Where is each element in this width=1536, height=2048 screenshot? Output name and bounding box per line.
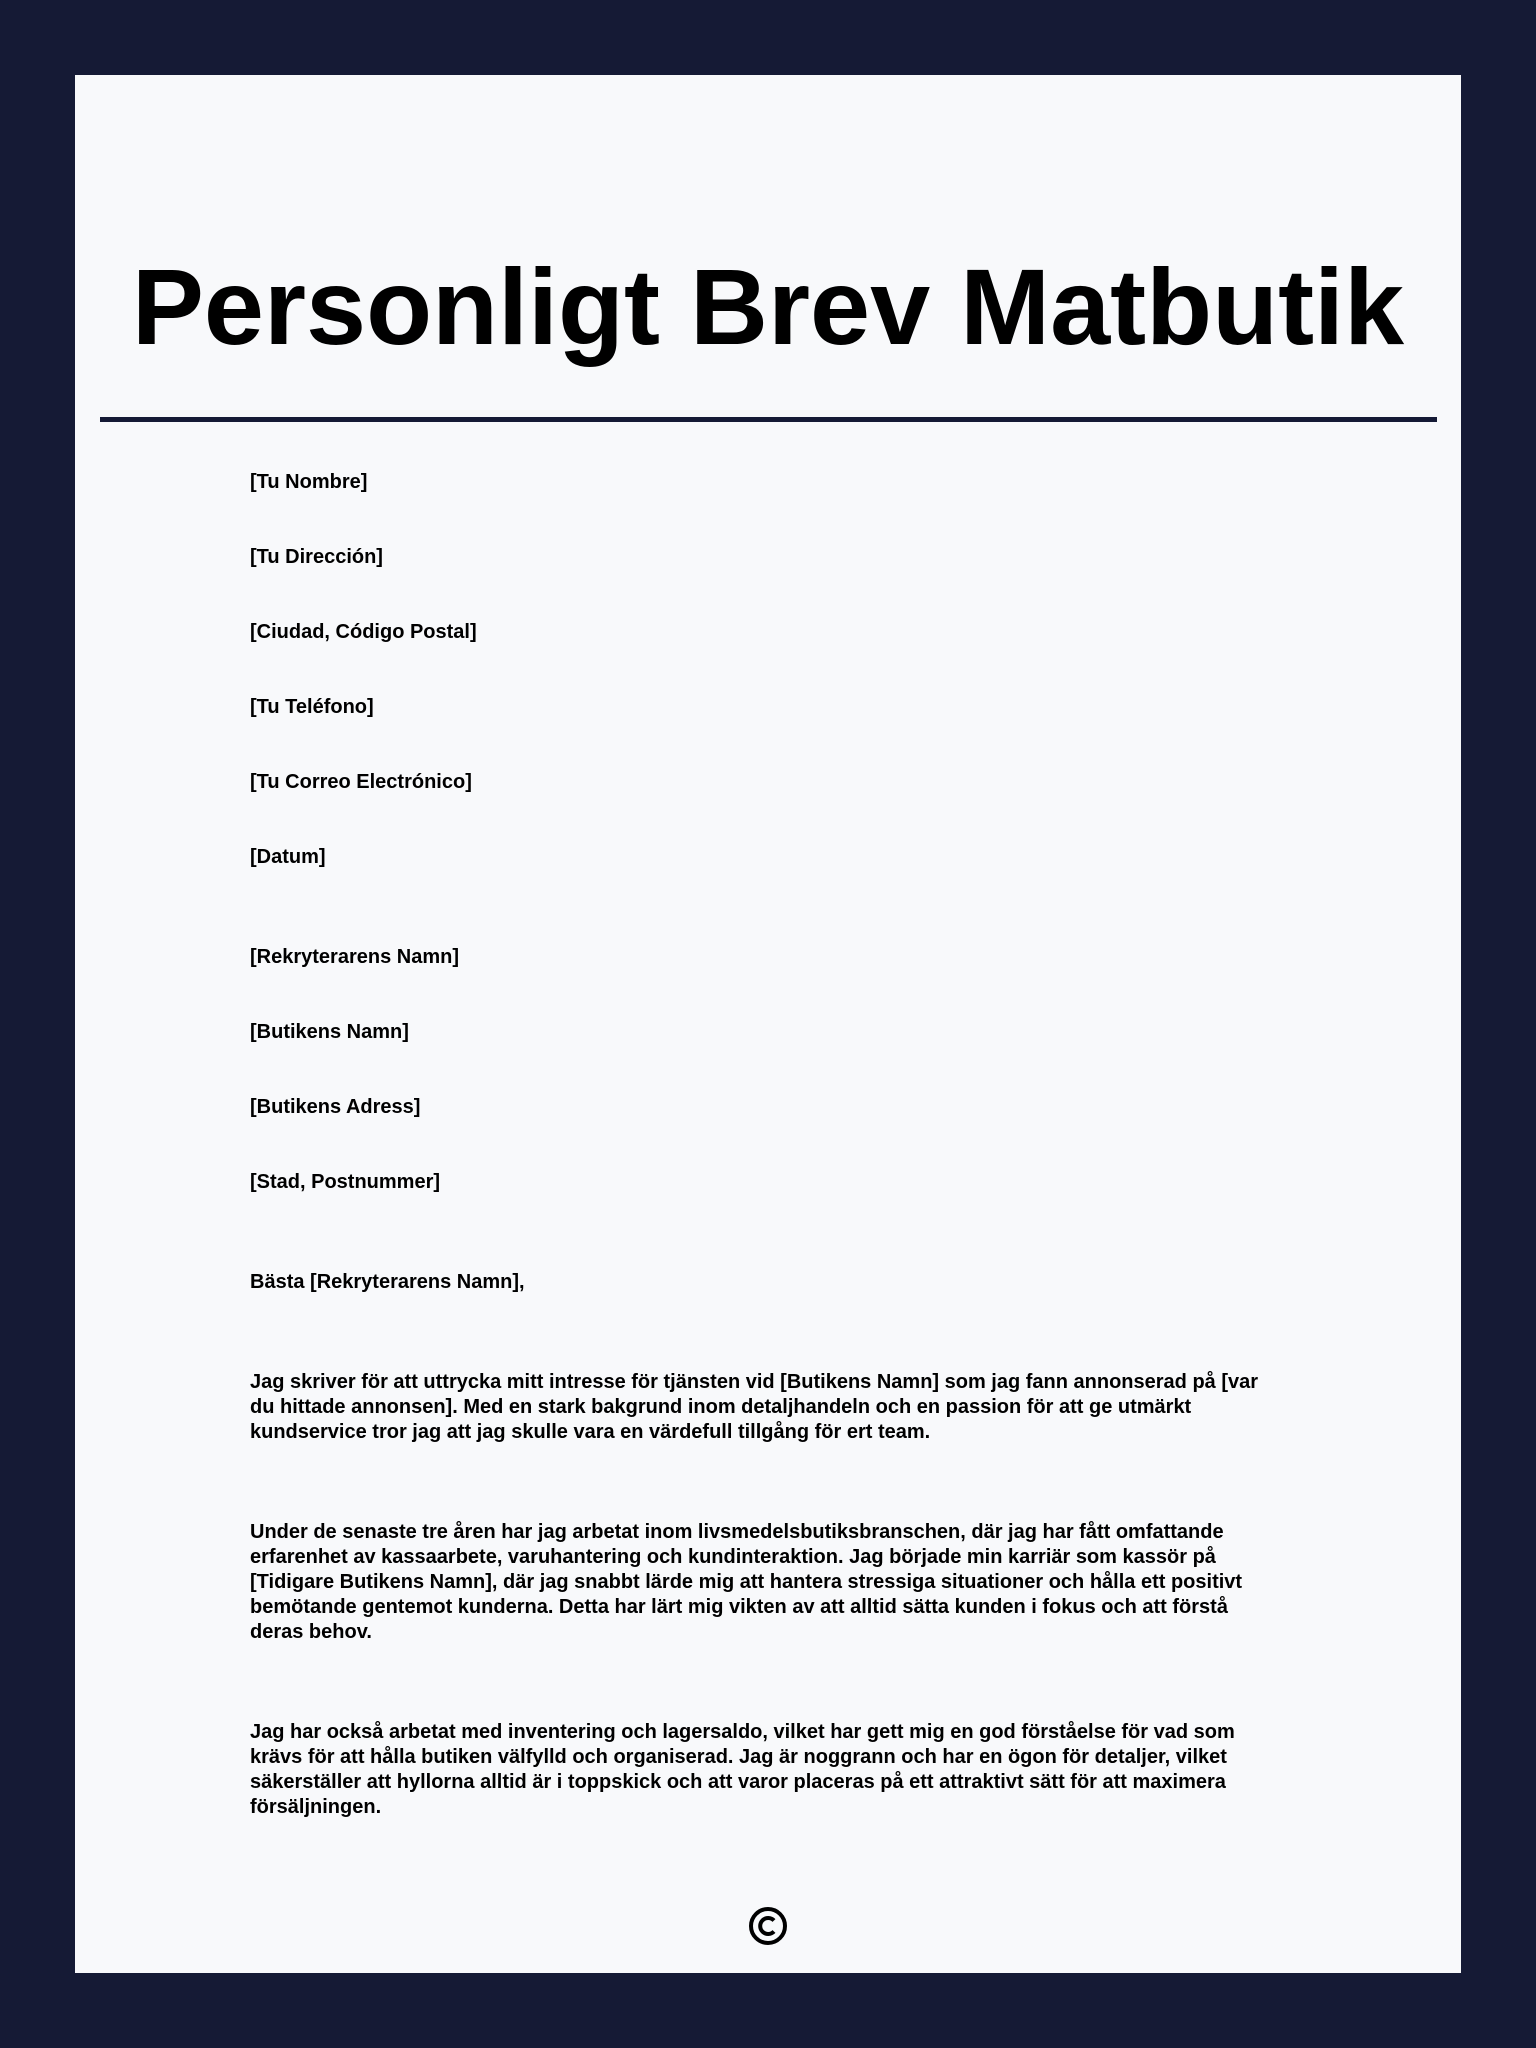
sender-city-postal: [Ciudad, Código Postal]	[250, 621, 477, 643]
body-paragraph-3: Jag har också arbetat med inventering och lagersaldo, vilket har gett mig en god förståelse för vad som krävs för att hålla butiken välfylld och organiserad. Jag är noggrann och har en ögon för detaljer, vilket säkerställer att hyllorna alltid är i toppskick och att varor placeras på ett attraktivt sätt för att maximera försäljningen.	[250, 1721, 1235, 1818]
sender-address: [Tu Dirección]	[250, 546, 383, 568]
title-divider	[100, 417, 1437, 422]
recipient-store: [Butikens Namn]	[250, 1021, 409, 1043]
sender-email: [Tu Correo Electrónico]	[250, 771, 472, 793]
recipient-city-postal: [Stad, Postnummer]	[250, 1171, 441, 1193]
copyright-icon	[748, 1906, 788, 1946]
letter-date: [Datum]	[250, 846, 326, 868]
sender-name: [Tu Nombre]	[250, 471, 368, 493]
recipient-address: [Butikens Adress]	[250, 1096, 421, 1118]
document-title: Personligt Brev Matbutik	[131, 246, 1405, 367]
salutation: Bästa [Rekryterarens Namn],	[250, 1271, 525, 1293]
sender-phone: [Tu Teléfono]	[250, 696, 374, 718]
recipient-name: [Rekryterarens Namn]	[250, 946, 459, 968]
body-paragraph-2: Under de senaste tre åren har jag arbetat inom livsmedelsbutiksbranschen, där jag har fått omfattande erfarenhet av kassaarbete, varuhantering och kundinteraktion. Jag började min karriär som kassör på [Tidigare Butikens Namn], där jag snabbt lärde mig att hantera stressiga situationer och hålla ett positivt bemötande gentemot kunderna. Detta har lärt mig vikten av att alltid sätta kunden i fokus och att förstå deras behov.	[250, 1521, 1243, 1643]
body-paragraph-1: Jag skriver för att uttrycka mitt intresse för tjänsten vid [Butikens Namn] som jag fann annonserad på [var du hittade annonsen]. Med en stark bakgrund inom detaljhandeln och en passion för att ge utmärkt kundservice tror jag att jag skulle vara en värdefull tillgång för ert team.	[250, 1371, 1259, 1443]
